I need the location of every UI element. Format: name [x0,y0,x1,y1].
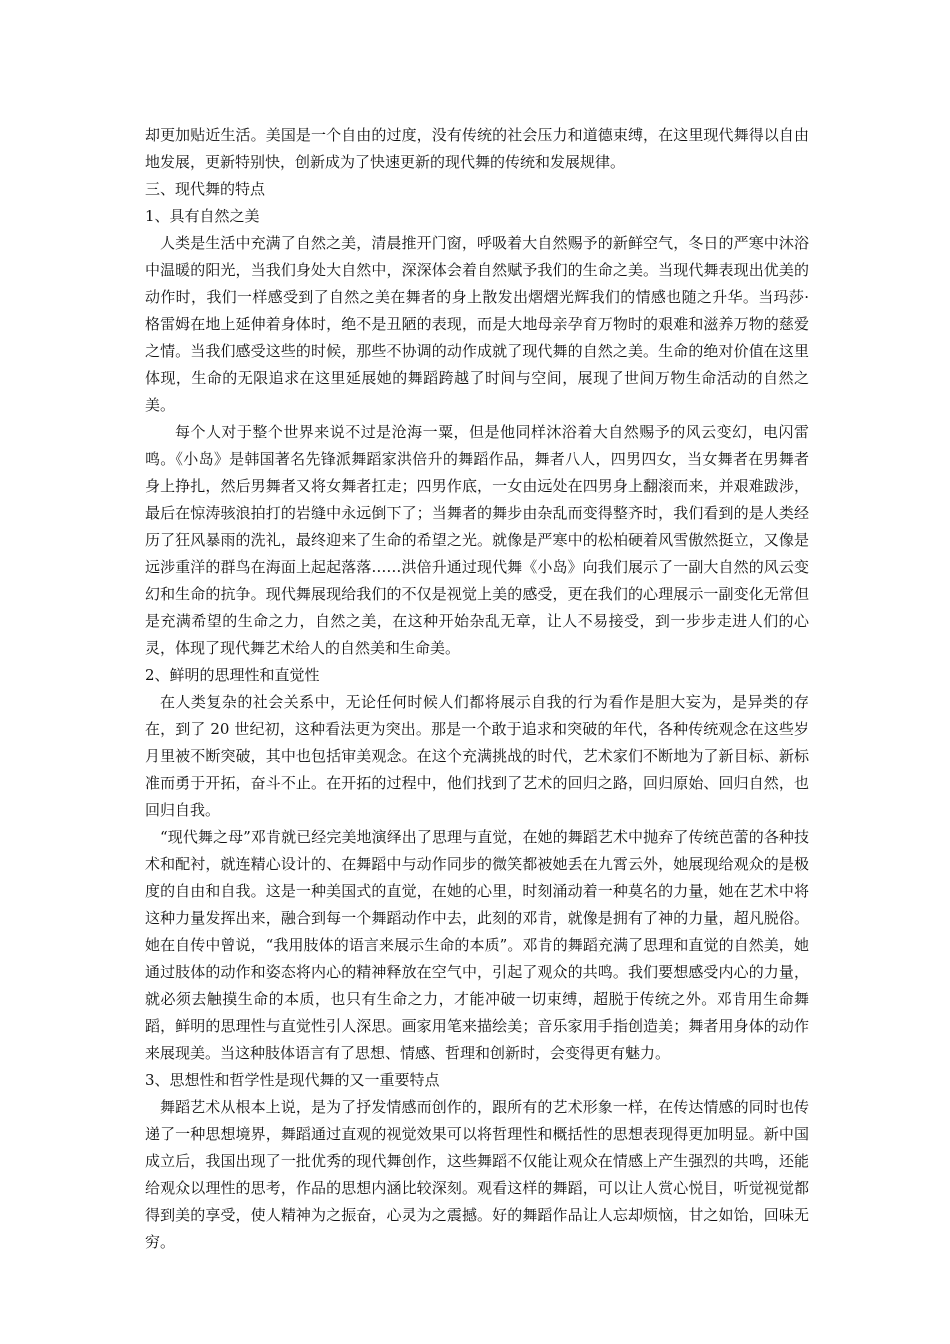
paragraph-rationality-intuition-1: 在人类复杂的社会关系中，无论任何时候人们都将展示自我的行为看作是胆大妄为，是异类的存在，到了 20 世纪初，这种看法更为突出。那是一个敢于追求和突破的年代，各种传统观念在这些岁月里被不断突破，其中也包括审美观念。在这个充满挑战的时代，艺术家们不断地为了新目标、新标准而勇于开拓，奋斗不止。在开拓的过程中，他们找到了艺术的回归之路，回归原始、回归自然，也回归自我。 [145,693,809,819]
paragraph-natural-beauty-2: 每个人对于整个世界来说不过是沧海一粟，但是他同样沐浴着大自然赐予的风云变幻，电闪雷鸣。《小岛》是韩国著名先锋派舞蹈家洪倍升的舞蹈作品，舞者八人，四男四女，当女舞者在男舞者身上挣扎，然后男舞者又将女舞者扛走；四男作底，一女由远处在四男身上翻滚而来，并艰难跋涉，最后在惊涛骇浪拍打的岩缝中永远倒下了；当舞者的舞步由杂乱而变得整齐时，我们看到的是人类经历了狂风暴雨的洗礼，最终迎来了生命的希望之光。就像是严寒中的松柏硬着风雪傲然挺立，又像是远涉重洋的群鸟在海面上起起落落……洪倍升通过现代舞《小岛》向我们展示了一副大自然的风云变幻和生命的抗争。现代舞展现给我们的不仅是视觉上美的感受，更在我们的心理展示一副变化无常但是充满希望的生命之力，自然之美，在这种开始杂乱无章，让人不易接受，到一步步走进人们的心灵，体现了现代舞艺术给人的自然美和生命美。 [145,423,809,657]
paragraph-philosophy-1: 舞蹈艺术从根本上说，是为了抒发情感而创作的，跟所有的艺术形象一样，在传达情感的同时也传递了一种思想境界，舞蹈通过直观的视觉效果可以将哲理性和概括性的思想表现得更加明显。新中国成立后，我国出现了一批优秀的现代舞创作，这些舞蹈不仅能让观众在情感上产生强烈的共鸣，还能给观众以理性的思考，作品的思想内涵比较深刻。观看这样的舞蹈，可以让人赏心悦目，听觉视觉都得到美的享受，使人精神为之振奋，心灵为之震撼。好的舞蹈作品让人忘却烦恼，甘之如饴，回味无穷。 [145,1098,809,1251]
subsection-heading-natural-beauty: 1、具有自然之美 [145,207,260,225]
paragraph-natural-beauty-1: 人类是生活中充满了自然之美，清晨推开门窗，呼吸着大自然赐予的新鲜空气，冬日的严寒中沐浴中温暖的阳光，当我们身处大自然中，深深体会着自然赋予我们的生命之美。当现代舞表现出优美的动作时，我们一样感受到了自然之美在舞者的身上散发出熠熠光辉我们的情感也随之升华。当玛莎·格雷姆在地上延伸着身体时，绝不是丑陋的表现，而是大地母亲孕育万物时的艰难和滋养万物的慈爱之情。当我们感受这些的时候，那些不协调的动作成就了现代舞的自然之美。生命的绝对价值在这里体现，生命的无限追求在这里延展她的舞蹈跨越了时间与空间，展现了世间万物生命活动的自然之美。 [145,234,809,414]
subsection-heading-philosophy: 3、思想性和哲学性是现代舞的又一重要特点 [145,1071,440,1089]
subsection-heading-rationality-intuition: 2、鲜明的思理性和直觉性 [145,666,320,684]
intro-paragraph: 却更加贴近生活。美国是一个自由的过度，没有传统的社会压力和道德束缚，在这里现代舞得以自由地发展，更新特别快，创新成为了快速更新的现代舞的传统和发展规律。 [145,126,809,171]
section-title: 三、现代舞的特点 [145,180,266,198]
paragraph-rationality-intuition-2: “现代舞之母”邓肯就已经完美地演绎出了思理与直觉，在她的舞蹈艺术中抛弃了传统芭蕾的各种技术和配衬，就连精心设计的、在舞蹈中与动作同步的微笑都被她丢在九霄云外，她展现给观众的是极度的自由和自我。这是一种美国式的直觉，在她的心里，时刻涌动着一种莫名的力量，她在艺术中将这种力量发挥出来，融合到每一个舞蹈动作中去，此刻的邓肯，就像是拥有了神的力量，超凡脱俗。她在自传中曾说，“我用肢体的语言来展示生命的本质”。邓肯的舞蹈充满了思理和直觉的自然美，她通过肢体的动作和姿态将内心的精神释放在空气中，引起了观众的共鸣。我们要想感受内心的力量，就必须去触摸生命的本质，也只有生命之力，才能冲破一切束缚，超脱于传统之外。邓肯用生命舞蹈，鲜明的思理性与直觉性引人深思。画家用笔来描绘美；音乐家用手指创造美；舞者用身体的动作来展现美。当这种肢体语言有了思想、情感、哲理和创新时，会变得更有魅力。 [145,828,809,1062]
document-page [145,122,809,1256]
